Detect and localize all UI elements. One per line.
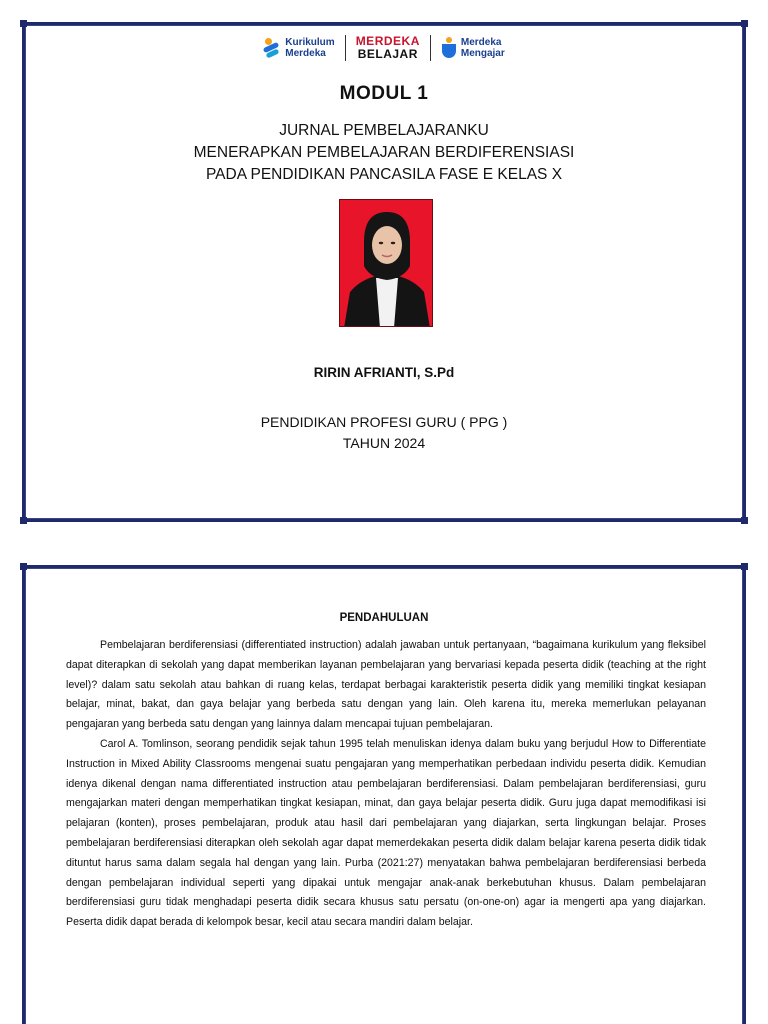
merdeka-mengajar-logo [441,36,505,60]
logo-divider [345,35,346,61]
author-portrait-illustration [340,200,433,327]
subtitle-line: JURNAL PEMBELAJARANKU [279,122,489,139]
cover-page [22,22,746,522]
frame-corner [741,517,748,524]
section-title: PENDAHULUAN [339,612,429,624]
program-name: PENDIDIKAN PROFESI GURU ( PPG ) [260,414,508,430]
paragraph: Carol A. Tomlinson, seorang pendidik sejak tahun 1995 telah menuliskan idenya dalam buku yang berjudul How to Differentiate Instruction in Mixed Ability Classrooms mengenai suatu pengajaran yang memperhatikan perbedaan individu peserta didik. Kemudian idenya dikenal dengan nama differentiated instruction atau pembelajaran berdiferensiasi. Dalam pembelajaran berdiferensiasi, guru mengajarkan materi dengan memperhatikan tingkat kesiapan, minat, dan gaya belajar peserta didik. Guru juga dapat memodifikasi isi pelajaran (konten), proses pembelajaran, produk atau hasil dari pembelajaran yang diajarkan, serta lingkungan belajar. Proses pembelajaran berdiferensiasi diterapkan oleh sekolah agar dapat memerdekakan peserta didik dalam belajar karena peserta didik tidak dituntut harus sama dalam segala hal dengan yang lain. Purba (2021:27) menyatakan bahwa pembelajaran berdiferensiasi berbeda dengan pembelajaran individual seperti yang dipakai untuk mengajar anak-anak berkebutuhan khusus. Dalam pembelajaran berdiferensiasi guru tidak menghadapi peserta didik secara khusus satu persatu (on-one-on) agar ia mengerti apa yang diajarkan. Peserta didik dapat berada di kelompok besar, kecil atau secara mandiri dalam belajar. [66,737,706,929]
frame-corner [741,20,748,27]
subtitle-line: PADA PENDIDIKAN PANCASILA FASE E KELAS X [205,166,563,183]
author-name: RIRIN AFRIANTI, S.Pd [313,365,455,380]
kurikulum-merdeka-icon [263,36,281,60]
kurikulum-merdeka-logo [263,36,334,60]
merdeka-belajar-line2: BELAJAR [357,47,418,61]
mengajar-logo-line2: Mengajar [460,48,505,59]
mengajar-logo-line1: Merdeka [460,37,502,48]
kurikulum-logo-line1: Kurikulum [285,37,335,48]
frame-corner [20,517,27,524]
frame-corner [741,563,748,570]
author-photo [339,199,433,327]
logo-divider [430,35,431,61]
frame-corner [20,20,27,27]
module-title: MODUL 1 [339,83,429,104]
kurikulum-logo-line2: Merdeka [285,48,326,59]
subtitle-line: MENERAPKAN PEMBELAJARAN BERDIFERENSIASI [193,144,575,161]
year-label: TAHUN 2024 [342,435,426,451]
logo-strip [25,35,743,61]
merdeka-mengajar-icon [441,36,457,60]
introduction-page [22,565,746,1024]
body-text [66,636,706,933]
frame-corner [20,563,27,570]
merdeka-belajar-logo [356,35,420,61]
merdeka-belajar-line1: MERDEKA [355,34,420,48]
paragraph: Pembelajaran berdiferensiasi (differentiated instruction) adalah jawaban untuk pertanyaan, “bagaimana kurikulum yang fleksibel dapat diterapkan di sekolah yang dapat memberikan layanan pembelajaran yang bervariasi kepada peserta didik (teaching at the right level)? dalam satu sekolah atau bahkan di ruang kelas, terdapat berbagai karakteristik peserta didik yang memiliki tingkat kesiapan belajar, minat, bakat, dan gaya belajar yang berbeda satu dengan yang lain. Oleh karena itu, mereka memerlukan pelayanan pengajaran yang berbeda satu dengan yang lainnya dalam mencapai tujuan pembelajaran. [66,639,706,731]
